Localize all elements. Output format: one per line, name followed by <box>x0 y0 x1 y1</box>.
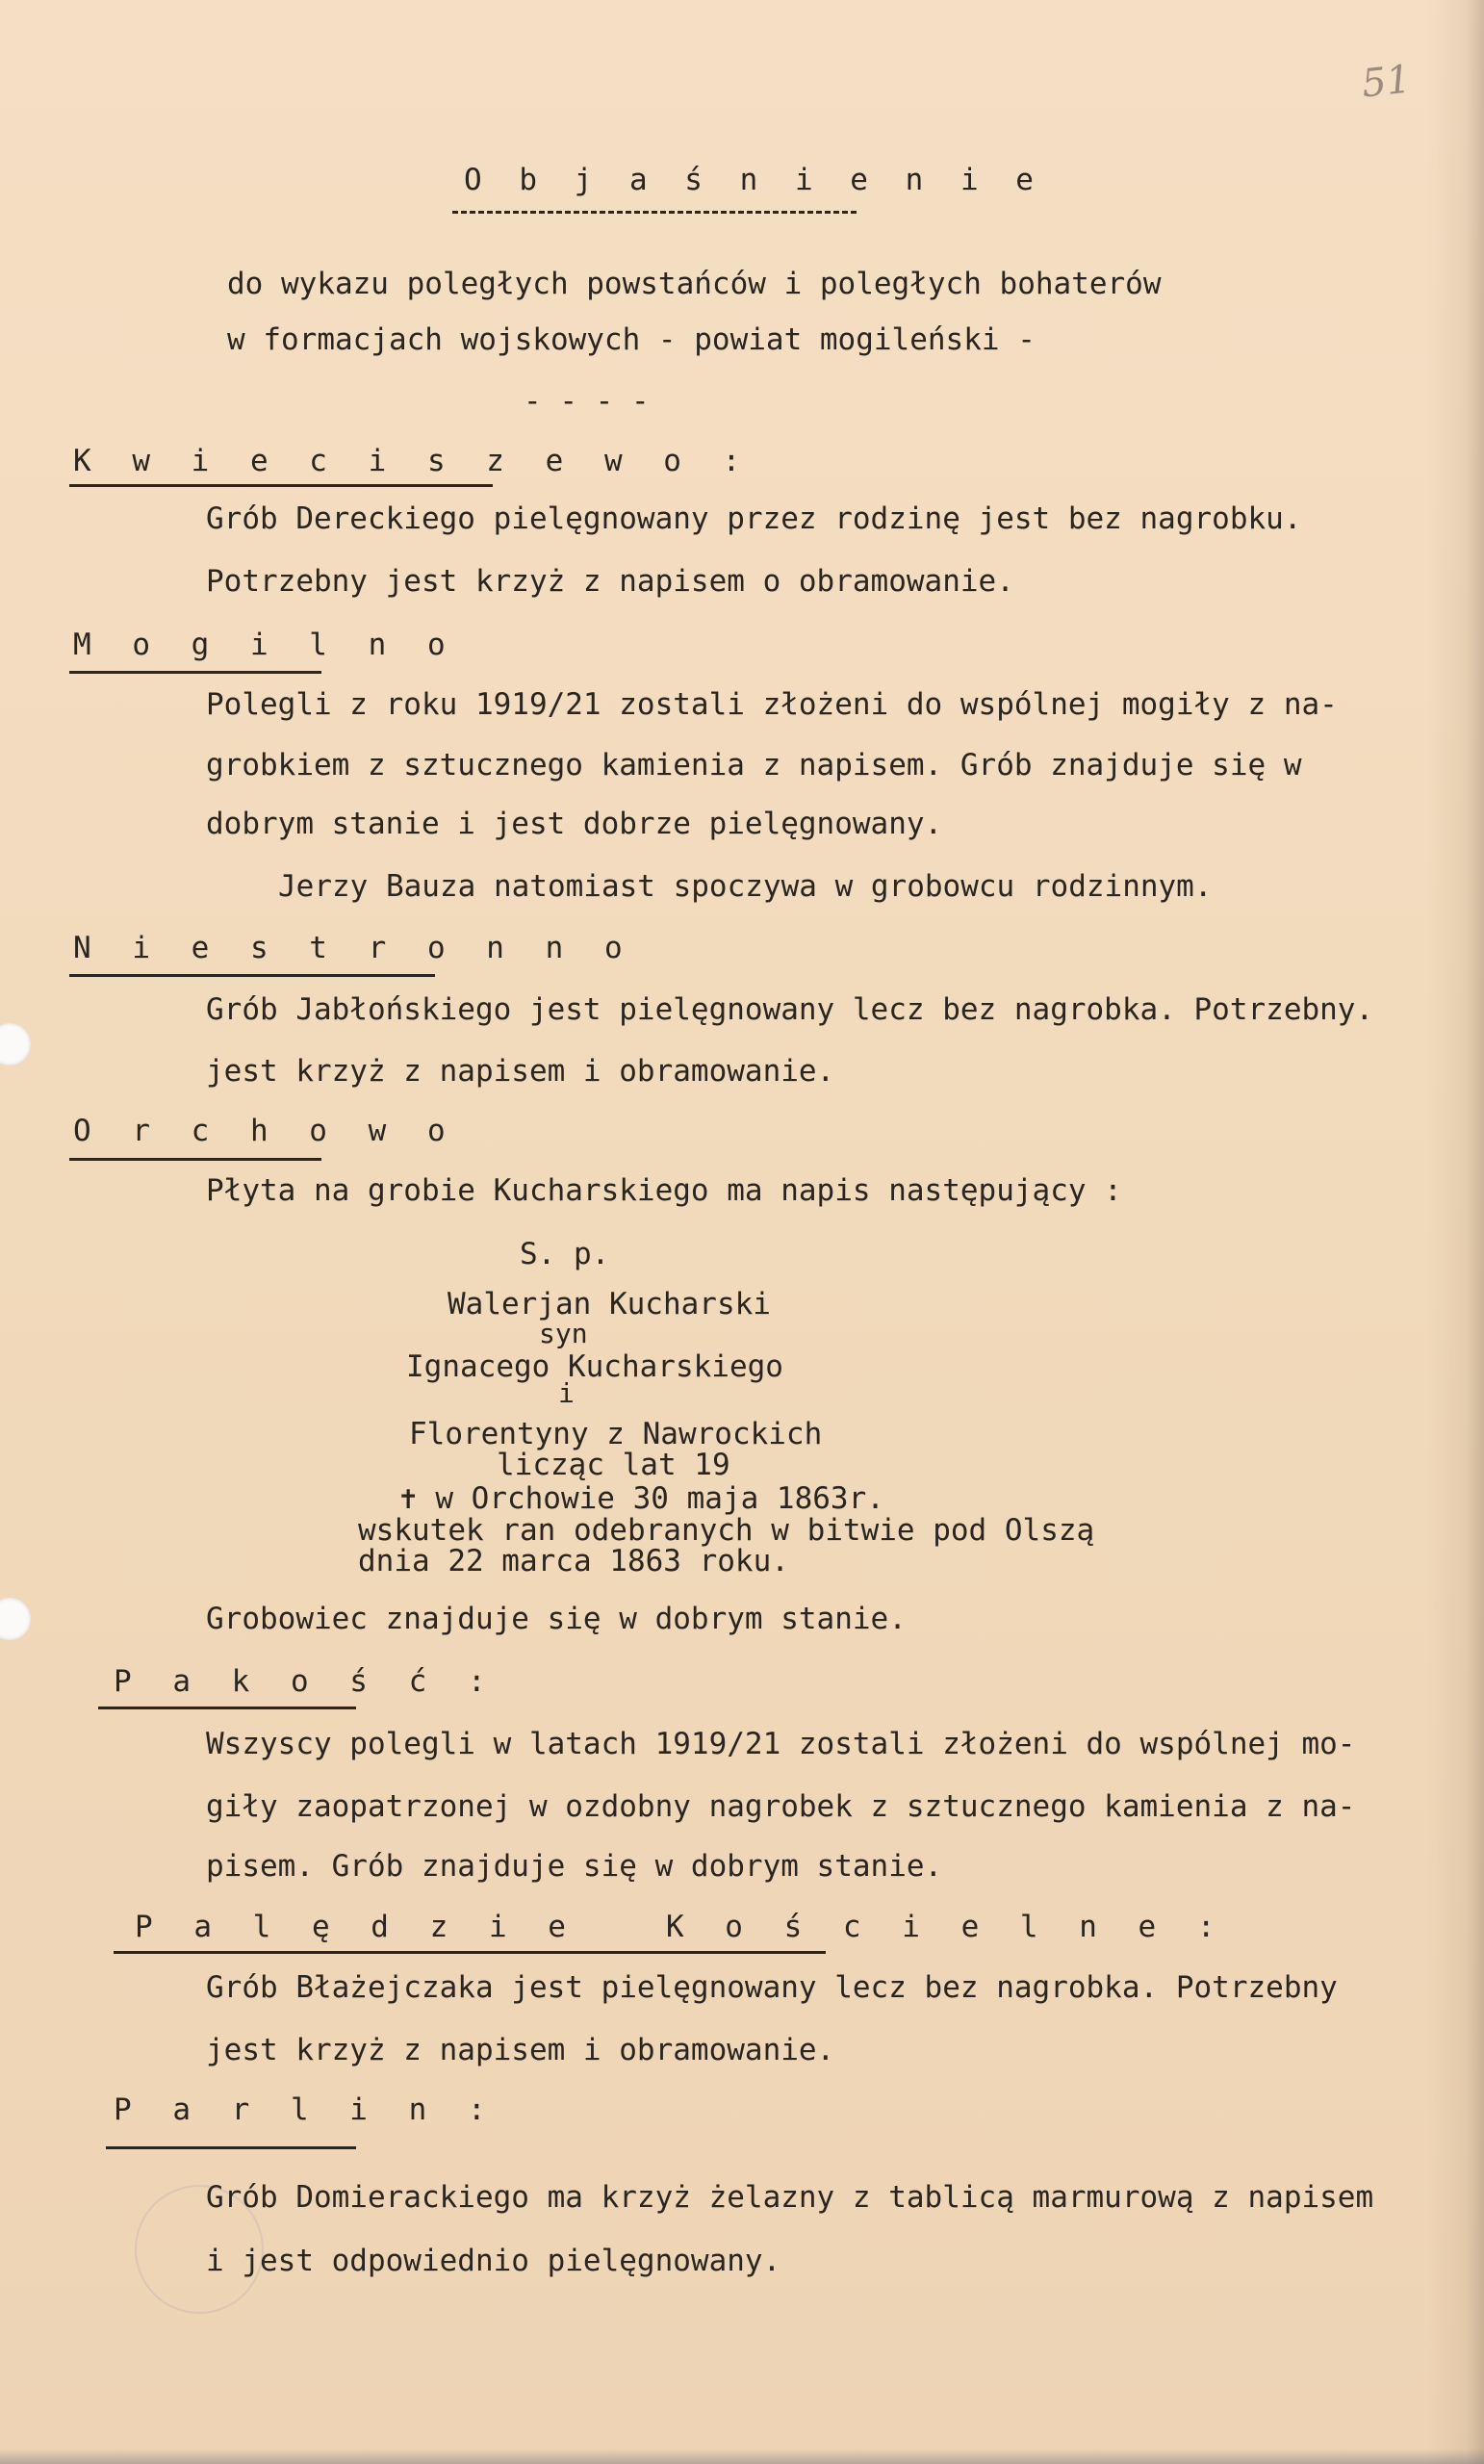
heading-underline <box>114 1951 826 1954</box>
heading-underline <box>98 1707 356 1709</box>
section-text: Grób Dereckiego pielęgnowany przez rodzinę jest bez nagrobku. <box>206 501 1302 536</box>
paper-edge-shadow <box>1426 0 1484 2464</box>
title-underline <box>452 211 857 214</box>
page-number: 51 <box>1359 57 1414 107</box>
section-text: pisem. Grób znajduje się w dobrym stanie. <box>206 1849 943 1884</box>
section-text: Płyta na grobie Kucharskiego ma napis następujący : <box>206 1173 1122 1208</box>
inscription-line: ✝ w Orchowie 30 maja 1863r. <box>399 1481 884 1516</box>
inscription-line: Walerjan Kucharski <box>448 1287 771 1322</box>
inscription-line: syn <box>539 1318 588 1349</box>
section-text: dobrym stanie i jest dobrze pielęgnowany. <box>206 807 943 841</box>
section-text: Polegli z roku 1919/21 zostali złożeni do wspólnej mogiły z na- <box>206 687 1338 722</box>
section-heading: M o g i l n o <box>73 628 457 662</box>
punch-hole <box>0 1598 31 1640</box>
section-text: Grobowiec znajduje się w dobrym stanie. <box>206 1602 907 1636</box>
inscription-line: Ignacego Kucharskiego <box>406 1349 783 1384</box>
section-text: i jest odpowiednio pielęgnowany. <box>206 2244 781 2278</box>
heading-underline <box>69 1158 321 1161</box>
section-text: jest krzyż z napisem i obramowanie. <box>206 1054 835 1089</box>
subtitle-line-1: do wykazu poległych powstańców i poległych bohaterów <box>227 267 1162 301</box>
section-heading: P a k o ś ć : <box>114 1664 498 1699</box>
section-heading: O r c h o w o <box>73 1114 457 1148</box>
paper-bottom-edge <box>0 2449 1484 2464</box>
inscription-line: licząc lat 19 <box>497 1448 730 1482</box>
punch-hole <box>0 1023 31 1065</box>
section-text: Grób Błażejczaka jest pielęgnowany lecz bez nagrobka. Potrzebny <box>206 1970 1338 2005</box>
section-heading: P a r l i n : <box>114 2092 498 2127</box>
section-text: Grób Domierackiego ma krzyż żelazny z tablicą marmurową z napisem <box>206 2180 1374 2215</box>
section-text: grobkiem z sztucznego kamienia z napisem. Grób znajduje się w <box>206 748 1302 783</box>
section-text: jest krzyż z napisem i obramowanie. <box>206 2033 835 2067</box>
section-heading: N i e s t r o n n o <box>73 931 634 965</box>
heading-underline <box>69 974 435 977</box>
inscription-line: wskutek ran odebranych w bitwie pod Olszą <box>358 1513 1095 1548</box>
section-text: Jerzy Bauza natomiast spoczywa w grobowcu rodzinnym. <box>278 869 1213 904</box>
section-text: Wszyscy polegli w latach 1919/21 zostali złożeni do wspólnej mo- <box>206 1727 1356 1761</box>
separator: - - - - <box>524 384 650 419</box>
inscription-line: S. p. <box>520 1237 610 1271</box>
heading-underline <box>69 484 493 487</box>
section-heading: K w i e c i s z e w o : <box>73 444 753 478</box>
section-heading: P a l ę d z i e K o ś c i e l n e : <box>135 1910 1227 1944</box>
heading-underline <box>69 671 321 674</box>
section-text: Potrzebny jest krzyż z napisem o obramowanie. <box>206 564 1014 599</box>
inscription-line: Florentyny z Nawrockich <box>409 1417 823 1451</box>
section-text: giły zaopatrzonej w ozdobny nagrobek z sztucznego kamienia z na- <box>206 1789 1356 1824</box>
heading-underline <box>106 2146 356 2149</box>
inscription-line: dnia 22 marca 1863 roku. <box>358 1544 789 1578</box>
section-text: Grób Jabłońskiego jest pielęgnowany lecz bez nagrobka. Potrzebny. <box>206 992 1374 1027</box>
inscription-line: i <box>558 1377 575 1409</box>
document-title: O b j a ś n i e n i e <box>464 163 1043 197</box>
subtitle-line-2: w formacjach wojskowych - powiat mogileński - <box>227 322 1036 357</box>
